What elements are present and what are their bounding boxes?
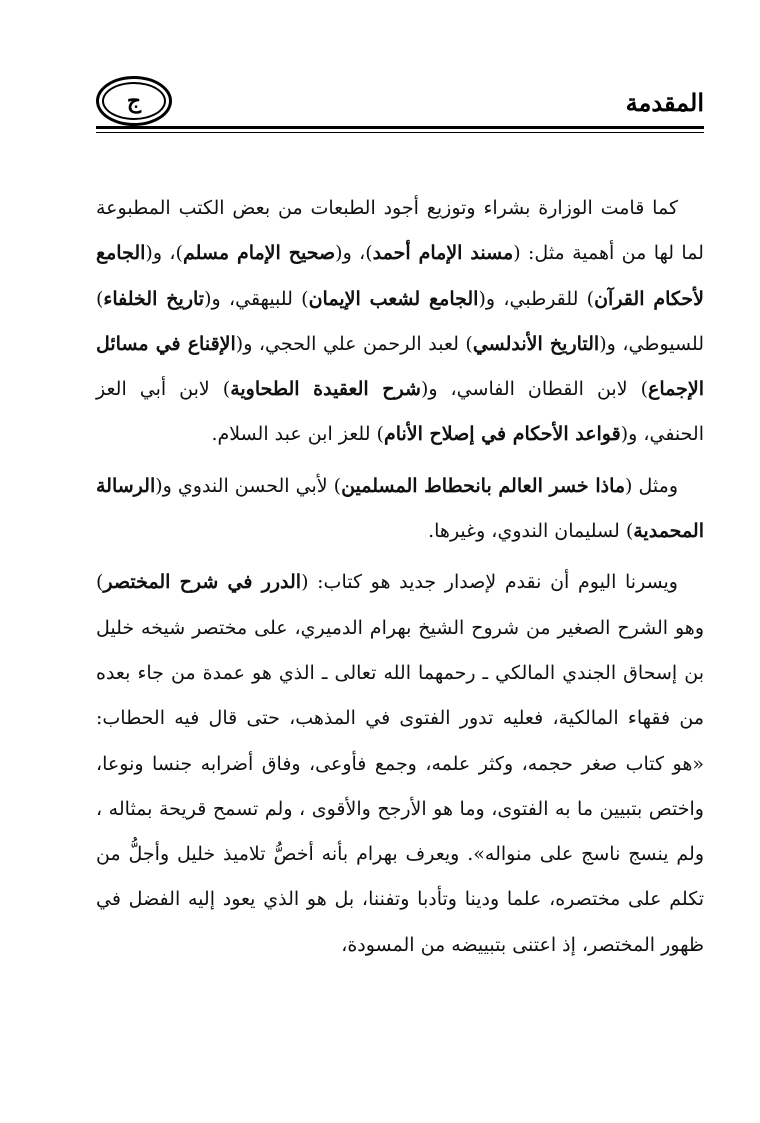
book-title: تاريخ الخلفاء xyxy=(103,287,205,310)
paragraph xyxy=(96,560,704,968)
book-title: الرسالة المحمدية xyxy=(96,474,704,543)
page-letter: ج xyxy=(102,82,166,120)
text-run: )، و( xyxy=(145,242,183,265)
book-title: مسند الإمام أحمد xyxy=(372,242,514,265)
text-run: ويسرنا اليوم أن نقدم لإصدار جديد هو كتاب: ( xyxy=(301,571,678,594)
paragraph xyxy=(96,186,704,458)
text-run: ) وهو الشرح الصغير من شروح الشيخ بهرام الدميري، على مختصر شيخه خليل بن إسحاق الجندي المالكي ـ رحمهما الله تعالى ـ الذي هو عمدة من جاء بعده من فقهاء المالكية، فعليه تدور الفتوى في المذهب، حتى قال فيه الحطاب: «هو كتاب صغر حجمه، وكثر علمه، وجمع فأوعى، وفاق أضرابه جنسا ونوعا، واختص بتبيين ما به الفتوى، وما هو الأرجح والأقوى ، ولم تسمح قريحة بمثاله ، ولم ينسج ناسج على منواله». ويعرف بهرام بأنه أخصُّ تلاميذ خليل وأجلُّ من تكلم على مختصره، علما ودينا وتأدبا وتفننا، بل هو الذي يعود إليه الفضل في ظهور المختصر، إذ اعتنى بتبييضه من المسودة، xyxy=(96,571,704,956)
text-run: كما قامت الوزارة بشراء وتوزيع أجود الطبعات من بعض الكتب المطبوعة لما لها من أهمية مثل: ( xyxy=(96,197,704,265)
text-run: )، و( xyxy=(335,242,373,265)
text-run: ) للسيوطي، و( xyxy=(96,287,704,355)
book-title: التاريخ الأندلسي xyxy=(472,332,600,355)
book-title: الجامع لشعب الإيمان xyxy=(308,287,479,310)
section-title: المقدمة xyxy=(625,88,704,117)
text-run: ومثل ( xyxy=(625,474,678,497)
book-title: الدرر في شرح المختصر xyxy=(103,571,302,594)
book-title: الإقناع في مسائل الإجماع xyxy=(96,332,704,401)
text-run: ) لابن أبي العز الحنفي، و( xyxy=(96,378,704,446)
paragraph xyxy=(96,464,704,555)
text-run: ) للبيهقي، و( xyxy=(204,287,309,310)
book-title: صحيح الإمام مسلم xyxy=(182,242,336,265)
header-rule-thick xyxy=(96,126,704,129)
text-run: ) للعز ابن عبد السلام. xyxy=(211,423,384,446)
text-run: ) لعبد الرحمن علي الحجي، و( xyxy=(235,332,473,355)
text-run: ) للقرطبي، و( xyxy=(478,287,595,310)
book-title: قواعد الأحكام في إصلاح الأنام xyxy=(383,423,621,446)
header-rule-thin xyxy=(96,132,704,133)
text-run: ) لأبي الحسن الندوي و( xyxy=(155,474,342,497)
book-title: شرح العقيدة الطحاوية xyxy=(230,378,421,401)
body-text xyxy=(96,186,704,968)
book-title: الجامع لأحكام القرآن xyxy=(96,242,704,310)
book-title: ماذا خسر العالم بانحطاط المسلمين xyxy=(341,474,626,497)
text-run: ) لسليمان الندوي، وغيرها. xyxy=(428,520,634,543)
page-number-oval xyxy=(96,76,172,126)
text-run: ) لابن القطان الفاسي، و( xyxy=(420,378,648,401)
